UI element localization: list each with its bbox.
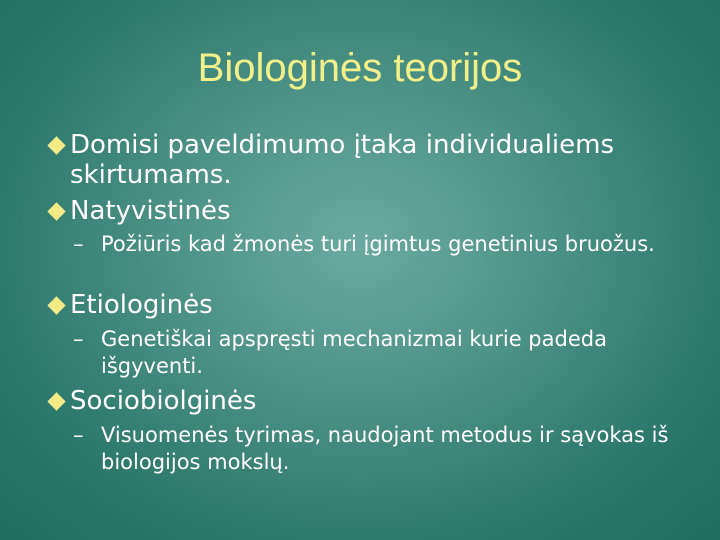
dash-marker: –	[73, 327, 84, 351]
bullet-item-1	[70, 130, 690, 190]
diamond-bullet-icon	[47, 392, 65, 410]
sub-item-2	[73, 326, 681, 380]
diamond-bullet-icon	[47, 296, 65, 314]
slide-title: Biologinės teorijos	[197, 46, 523, 90]
bullet-item-text: Sociobiolginės	[70, 386, 257, 416]
sub-item-1	[73, 231, 681, 258]
bullet-item-4	[70, 386, 690, 416]
sub-item-text: Visuomenės tyrimas, naudojant metodus ir sąvokas iš biologijos mokslų.	[101, 423, 669, 474]
diamond-bullet-icon	[47, 202, 65, 220]
diamond-bullet-icon	[47, 136, 65, 154]
sub-item-3	[73, 422, 681, 476]
bullet-item-text: Natyvistinės	[70, 196, 231, 226]
bullet-item-text: Domisi paveldimumo įtaka individualiems skirtumams.	[70, 130, 615, 190]
dash-marker: –	[73, 232, 84, 256]
dash-marker: –	[73, 423, 84, 447]
bullet-item-2	[70, 196, 690, 226]
sub-item-text: Genetiškai apspręsti mechanizmai kurie padeda išgyventi.	[101, 327, 607, 378]
bullet-item-text: Etiologinės	[70, 290, 213, 320]
bullet-item-3	[70, 290, 690, 320]
sub-item-text: Požiūris kad žmonės turi įgimtus genetinius bruožus.	[101, 232, 655, 256]
